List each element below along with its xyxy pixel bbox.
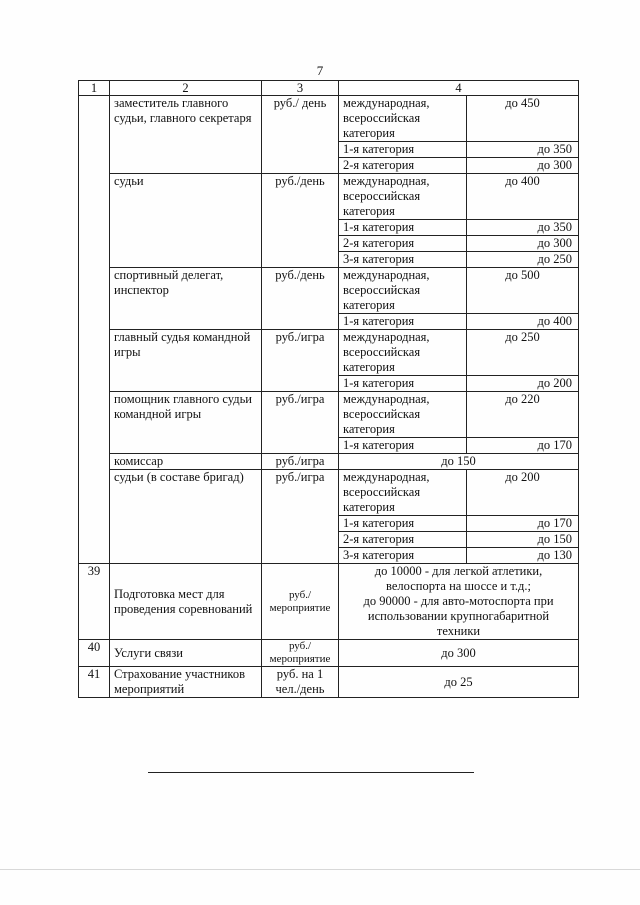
- amount-cell: [339, 667, 579, 698]
- category-label: международная, всероссийская категория: [339, 330, 467, 376]
- amount-value: до 200: [467, 376, 579, 392]
- amount-value: до 250: [467, 330, 579, 376]
- category-label: 1-я категория: [339, 314, 467, 330]
- amount-value: до 400: [467, 174, 579, 220]
- closing-divider-line: [148, 772, 474, 773]
- position-name: судьи (в составе бригад): [110, 470, 262, 564]
- amount-line: до 10000 - для легкой атлетики,: [374, 564, 543, 578]
- header-col-1: 1: [79, 81, 110, 96]
- unit-of-measure: руб. на 1 чел./день: [262, 667, 339, 698]
- amount-value: до 300: [467, 158, 579, 174]
- category-label: международная, всероссийская категория: [339, 392, 467, 438]
- category-label: международная, всероссийская категория: [339, 174, 467, 220]
- amount-line: техники: [436, 624, 481, 638]
- category-label: 1-я категория: [339, 142, 467, 158]
- position-name: комиссар: [110, 454, 262, 470]
- table-row: [79, 470, 579, 516]
- amount-value: до 400: [467, 314, 579, 330]
- amount-value: до 300: [467, 236, 579, 252]
- amount-line: до 90000 - для авто-мотоспорта при: [363, 594, 554, 608]
- page-bottom-edge: [0, 869, 640, 870]
- amount-value: до 450: [467, 96, 579, 142]
- position-name: судьи: [110, 174, 262, 268]
- service-name: Подготовка мест для проведения соревнований: [110, 564, 262, 640]
- unit-of-measure: руб./день: [262, 174, 339, 268]
- amount-value: до 350: [467, 142, 579, 158]
- unit-of-measure: руб./игра: [262, 454, 339, 470]
- amount-line: использовании крупногабаритной: [367, 609, 550, 623]
- amount-value: до 200: [467, 470, 579, 516]
- table-row: [79, 392, 579, 438]
- category-label: 1-я категория: [339, 438, 467, 454]
- category-label: международная, всероссийская категория: [339, 268, 467, 314]
- unit-of-measure: руб./ день: [262, 96, 339, 174]
- header-col-3: 3: [262, 81, 339, 96]
- category-label: 2-я категория: [339, 236, 467, 252]
- amount-value: до 170: [467, 438, 579, 454]
- unit-of-measure: руб./ мероприятие: [262, 564, 339, 640]
- amount-value: до 150: [339, 454, 579, 470]
- unit-of-measure: руб./день: [262, 268, 339, 330]
- unit-of-measure: руб./игра: [262, 470, 339, 564]
- amount-value: до 170: [467, 516, 579, 532]
- table-row: [79, 96, 579, 142]
- header-col-4: 4: [339, 81, 579, 96]
- row-number-empty: [79, 96, 110, 564]
- category-label: 1-я категория: [339, 220, 467, 236]
- position-name: заместитель главного судьи, главного секретаря: [110, 96, 262, 174]
- row-number: 39: [79, 564, 110, 640]
- category-label: 1-я категория: [339, 516, 467, 532]
- table-row: [79, 564, 579, 640]
- amount-value: до 220: [467, 392, 579, 438]
- table-row: [79, 640, 579, 667]
- category-label: международная, всероссийская категория: [339, 470, 467, 516]
- tariff-table: [78, 80, 579, 698]
- unit-of-measure: руб./ мероприятие: [262, 640, 339, 667]
- amount-line: до 300: [441, 645, 476, 660]
- category-label: 2-я категория: [339, 532, 467, 548]
- table-row: [79, 454, 579, 470]
- amount-line: велоспорта на шоссе и т.д.;: [386, 579, 531, 593]
- category-label: 1-я категория: [339, 376, 467, 392]
- category-label: международная, всероссийская категория: [339, 96, 467, 142]
- amount-cell: [339, 564, 579, 640]
- category-label: 3-я категория: [339, 548, 467, 564]
- table-row: [79, 667, 579, 698]
- amount-value: до 250: [467, 252, 579, 268]
- table-row: [79, 330, 579, 376]
- amount-value: до 350: [467, 220, 579, 236]
- amount-value: до 500: [467, 268, 579, 314]
- amount-line: до 25: [444, 674, 473, 689]
- unit-of-measure: руб./игра: [262, 330, 339, 392]
- service-name: Страхование участников мероприятий: [110, 667, 262, 698]
- header-col-2: 2: [110, 81, 262, 96]
- page-number: 7: [316, 63, 324, 78]
- amount-cell: [339, 640, 579, 667]
- position-name: главный судья командной игры: [110, 330, 262, 392]
- category-label: 3-я категория: [339, 252, 467, 268]
- table-header-row: [79, 81, 579, 96]
- position-name: спортивный делегат, инспектор: [110, 268, 262, 330]
- table-row: [79, 174, 579, 220]
- position-name: помощник главного судьи командной игры: [110, 392, 262, 454]
- unit-of-measure: руб./игра: [262, 392, 339, 454]
- category-label: 2-я категория: [339, 158, 467, 174]
- row-number: 41: [79, 667, 110, 698]
- table-row: [79, 268, 579, 314]
- amount-value: до 130: [467, 548, 579, 564]
- amount-value: до 150: [467, 532, 579, 548]
- row-number: 40: [79, 640, 110, 667]
- service-name: Услуги связи: [110, 640, 262, 667]
